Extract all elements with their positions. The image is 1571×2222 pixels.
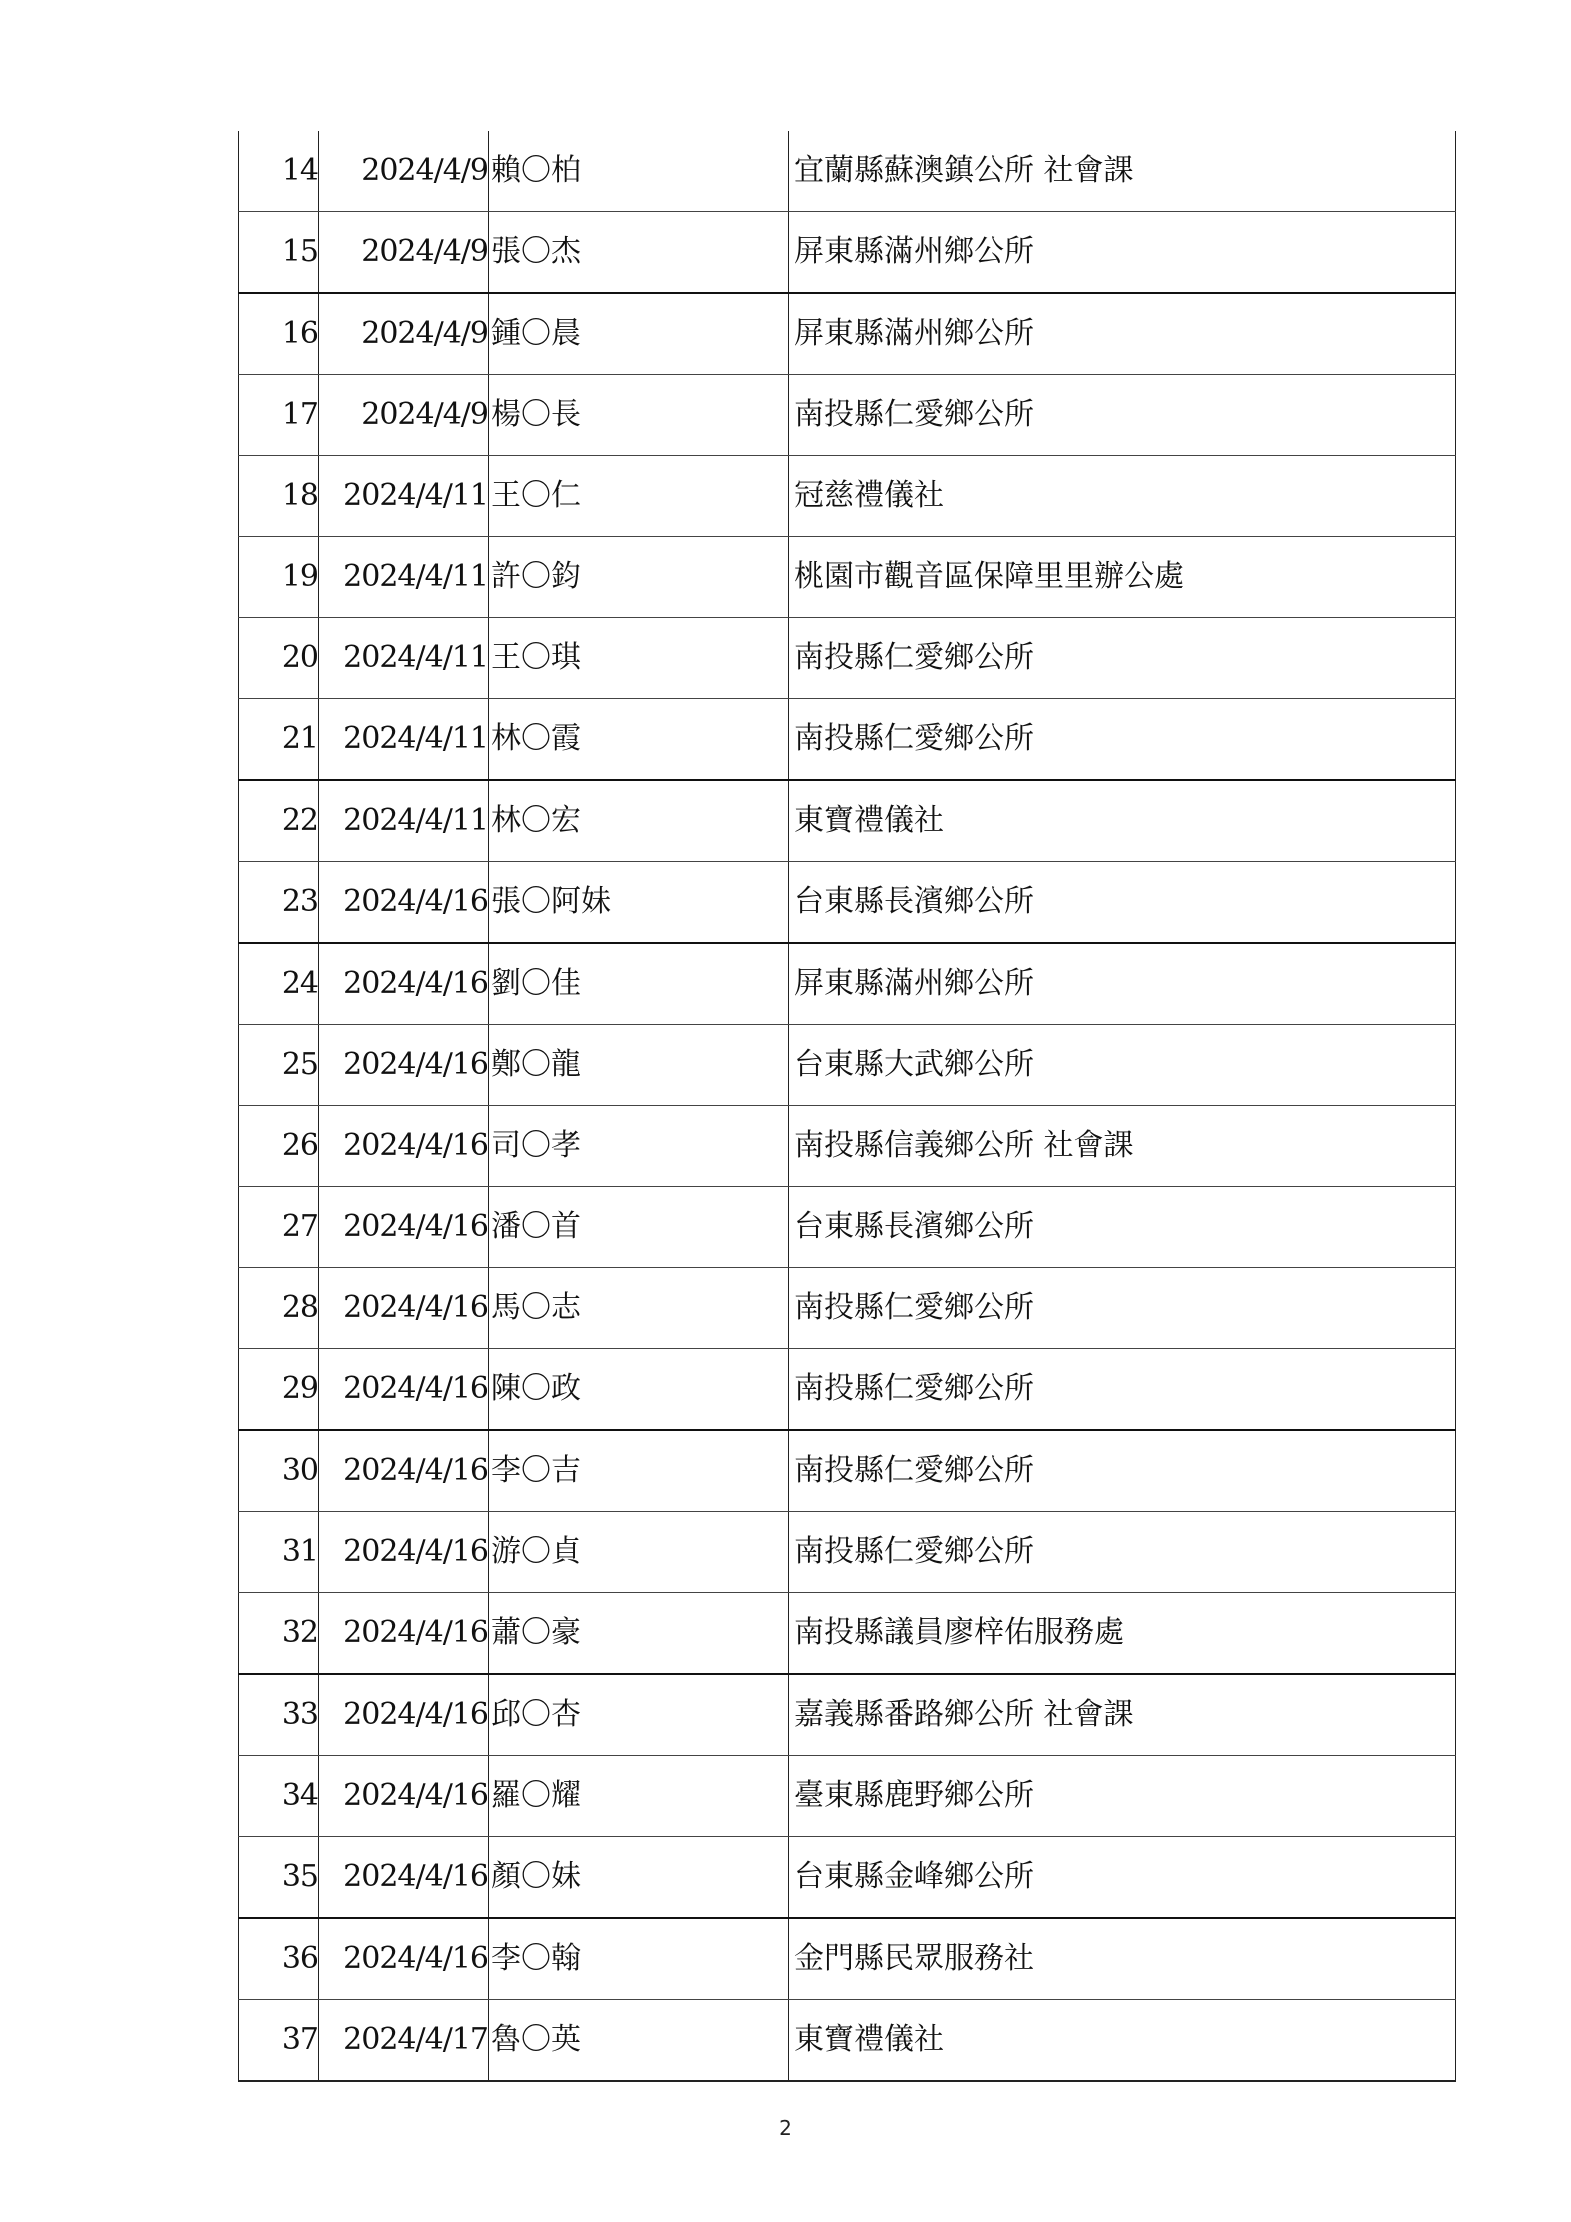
date-cell: 2024/4/16 — [319, 1837, 489, 1919]
table-row — [239, 131, 1456, 212]
table-row — [239, 1918, 1456, 2000]
date-cell: 2024/4/16 — [319, 1918, 489, 2000]
name-cell: 陳〇政 — [489, 1349, 789, 1431]
row-number-cell: 31 — [239, 1512, 319, 1593]
table-row — [239, 1512, 1456, 1593]
organization-cell: 南投縣議員廖梓佑服務處 — [789, 1593, 1456, 1675]
table-row — [239, 780, 1456, 862]
date-cell: 2024/4/16 — [319, 943, 489, 1025]
registration-table — [238, 131, 1456, 2082]
row-number-cell: 21 — [239, 699, 319, 781]
table-row — [239, 943, 1456, 1025]
organization-cell: 嘉義縣番路鄉公所 社會課 — [789, 1674, 1456, 1756]
table-row — [239, 293, 1456, 375]
date-cell: 2024/4/16 — [319, 1674, 489, 1756]
date-cell: 2024/4/11 — [319, 699, 489, 781]
table-row — [239, 1268, 1456, 1349]
row-number-cell: 29 — [239, 1349, 319, 1431]
name-cell: 鍾〇晨 — [489, 293, 789, 375]
organization-cell: 金門縣民眾服務社 — [789, 1918, 1456, 2000]
table-row — [239, 1430, 1456, 1512]
name-cell: 王〇仁 — [489, 456, 789, 537]
row-number-cell: 25 — [239, 1025, 319, 1106]
table-row — [239, 1106, 1456, 1187]
name-cell: 羅〇耀 — [489, 1756, 789, 1837]
name-cell: 鄭〇龍 — [489, 1025, 789, 1106]
date-cell: 2024/4/11 — [319, 537, 489, 618]
organization-cell: 屏東縣滿州鄉公所 — [789, 293, 1456, 375]
date-cell: 2024/4/9 — [319, 131, 489, 212]
table-row — [239, 862, 1456, 944]
table-row — [239, 618, 1456, 699]
row-number-cell: 18 — [239, 456, 319, 537]
name-cell: 潘〇首 — [489, 1187, 789, 1268]
name-cell: 賴〇柏 — [489, 131, 789, 212]
row-number-cell: 17 — [239, 375, 319, 456]
table-row — [239, 537, 1456, 618]
date-cell: 2024/4/16 — [319, 1187, 489, 1268]
organization-cell: 冠慈禮儀社 — [789, 456, 1456, 537]
row-number-cell: 22 — [239, 780, 319, 862]
organization-cell: 宜蘭縣蘇澳鎮公所 社會課 — [789, 131, 1456, 212]
row-number-cell: 24 — [239, 943, 319, 1025]
date-cell: 2024/4/11 — [319, 618, 489, 699]
organization-cell: 南投縣仁愛鄉公所 — [789, 1268, 1456, 1349]
table-row — [239, 375, 1456, 456]
name-cell: 王〇琪 — [489, 618, 789, 699]
name-cell: 楊〇長 — [489, 375, 789, 456]
name-cell: 劉〇佳 — [489, 943, 789, 1025]
date-cell: 2024/4/16 — [319, 862, 489, 944]
date-cell: 2024/4/16 — [319, 1025, 489, 1106]
name-cell: 顏〇妹 — [489, 1837, 789, 1919]
table-row — [239, 1593, 1456, 1675]
name-cell: 張〇杰 — [489, 212, 789, 294]
name-cell: 李〇吉 — [489, 1430, 789, 1512]
name-cell: 游〇貞 — [489, 1512, 789, 1593]
table-row — [239, 1756, 1456, 1837]
row-number-cell: 19 — [239, 537, 319, 618]
row-number-cell: 30 — [239, 1430, 319, 1512]
organization-cell: 臺東縣鹿野鄉公所 — [789, 1756, 1456, 1837]
table-row — [239, 1837, 1456, 1919]
row-number-cell: 14 — [239, 131, 319, 212]
row-number-cell: 37 — [239, 2000, 319, 2082]
row-number-cell: 16 — [239, 293, 319, 375]
table-row — [239, 1025, 1456, 1106]
date-cell: 2024/4/9 — [319, 293, 489, 375]
row-number-cell: 26 — [239, 1106, 319, 1187]
row-number-cell: 35 — [239, 1837, 319, 1919]
date-cell: 2024/4/16 — [319, 1593, 489, 1675]
date-cell: 2024/4/11 — [319, 780, 489, 862]
row-number-cell: 15 — [239, 212, 319, 294]
table-row — [239, 1187, 1456, 1268]
table-row — [239, 699, 1456, 781]
name-cell: 邱〇杏 — [489, 1674, 789, 1756]
page-number: 2 — [779, 2116, 792, 2140]
organization-cell: 東寶禮儀社 — [789, 2000, 1456, 2082]
table-row — [239, 456, 1456, 537]
organization-cell: 南投縣仁愛鄉公所 — [789, 1349, 1456, 1431]
row-number-cell: 33 — [239, 1674, 319, 1756]
organization-cell: 屏東縣滿州鄉公所 — [789, 212, 1456, 294]
table-row — [239, 212, 1456, 294]
date-cell: 2024/4/9 — [319, 212, 489, 294]
row-number-cell: 32 — [239, 1593, 319, 1675]
row-number-cell: 36 — [239, 1918, 319, 2000]
date-cell: 2024/4/9 — [319, 375, 489, 456]
date-cell: 2024/4/16 — [319, 1512, 489, 1593]
date-cell: 2024/4/16 — [319, 1106, 489, 1187]
table-row — [239, 1349, 1456, 1431]
organization-cell: 台東縣大武鄉公所 — [789, 1025, 1456, 1106]
organization-cell: 桃園市觀音區保障里里辦公處 — [789, 537, 1456, 618]
organization-cell: 南投縣信義鄉公所 社會課 — [789, 1106, 1456, 1187]
organization-cell: 南投縣仁愛鄉公所 — [789, 375, 1456, 456]
date-cell: 2024/4/17 — [319, 2000, 489, 2082]
organization-cell: 南投縣仁愛鄉公所 — [789, 618, 1456, 699]
row-number-cell: 34 — [239, 1756, 319, 1837]
name-cell: 魯〇英 — [489, 2000, 789, 2082]
organization-cell: 台東縣金峰鄉公所 — [789, 1837, 1456, 1919]
name-cell: 張〇阿妹 — [489, 862, 789, 944]
table-row — [239, 1674, 1456, 1756]
organization-cell: 南投縣仁愛鄉公所 — [789, 1430, 1456, 1512]
date-cell: 2024/4/16 — [319, 1268, 489, 1349]
name-cell: 馬〇志 — [489, 1268, 789, 1349]
organization-cell: 東寶禮儀社 — [789, 780, 1456, 862]
name-cell: 李〇翰 — [489, 1918, 789, 2000]
date-cell: 2024/4/16 — [319, 1349, 489, 1431]
organization-cell: 台東縣長濱鄉公所 — [789, 862, 1456, 944]
date-cell: 2024/4/11 — [319, 456, 489, 537]
organization-cell: 南投縣仁愛鄉公所 — [789, 699, 1456, 781]
name-cell: 司〇孝 — [489, 1106, 789, 1187]
row-number-cell: 23 — [239, 862, 319, 944]
name-cell: 林〇宏 — [489, 780, 789, 862]
name-cell: 蕭〇豪 — [489, 1593, 789, 1675]
name-cell: 許〇鈞 — [489, 537, 789, 618]
row-number-cell: 27 — [239, 1187, 319, 1268]
organization-cell: 屏東縣滿州鄉公所 — [789, 943, 1456, 1025]
date-cell: 2024/4/16 — [319, 1756, 489, 1837]
date-cell: 2024/4/16 — [319, 1430, 489, 1512]
table-body — [239, 131, 1456, 2081]
row-number-cell: 20 — [239, 618, 319, 699]
name-cell: 林〇霞 — [489, 699, 789, 781]
table-row — [239, 2000, 1456, 2082]
organization-cell: 台東縣長濱鄉公所 — [789, 1187, 1456, 1268]
row-number-cell: 28 — [239, 1268, 319, 1349]
organization-cell: 南投縣仁愛鄉公所 — [789, 1512, 1456, 1593]
